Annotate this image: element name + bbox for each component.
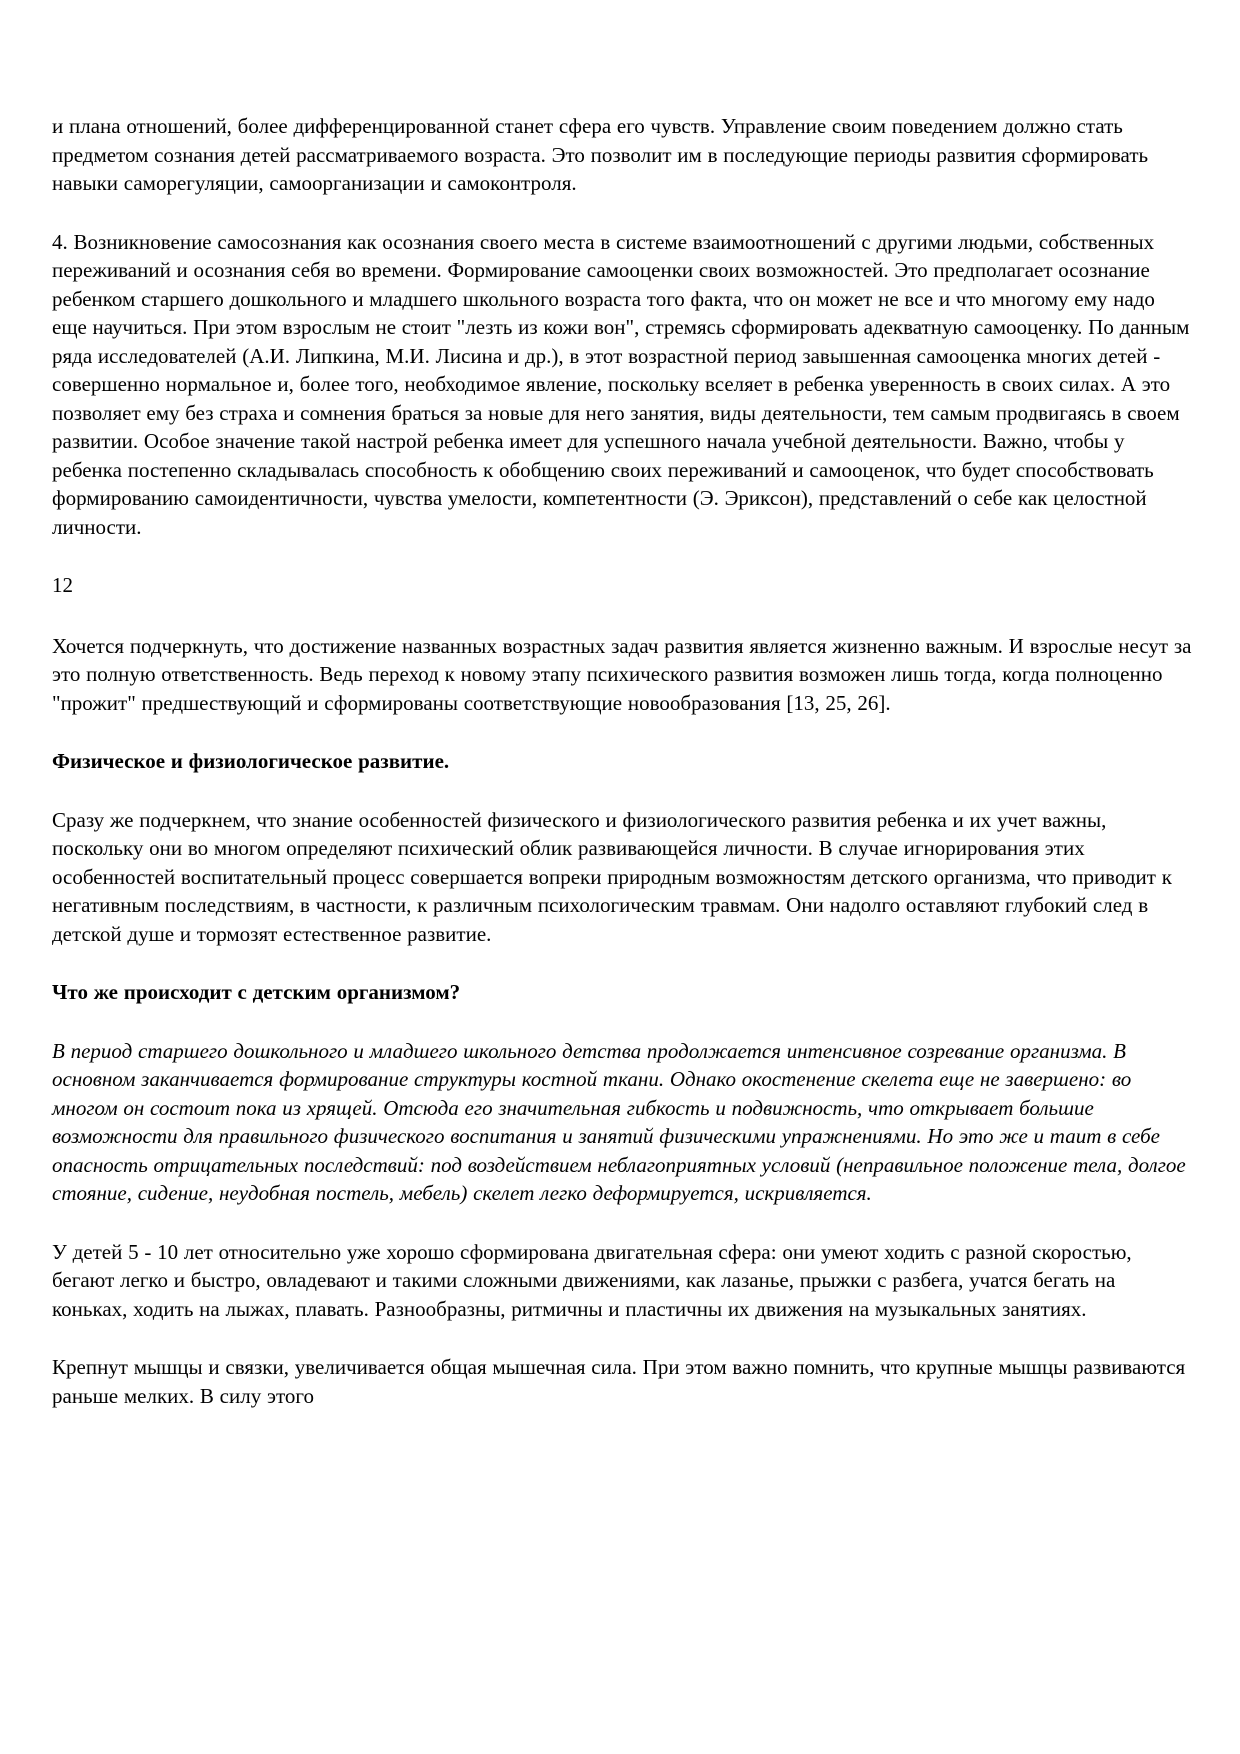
paragraph-muscles: Крепнут мышцы и связки, увеличивается общая мышечная сила. При этом важно помнить, что крупные мышцы развиваются раньше мелких. В силу этого: [52, 1355, 1186, 1408]
page-number: 12: [52, 573, 73, 597]
paragraph-motor-sphere: У детей 5 - 10 лет относительно уже хорошо сформирована двигательная сфера: они умеют ходить с разной скоростью, бегают легко и быстро, овладевают и такими сложными движениями, как лазанье, прыжки с разбега, учатся бегать на коньках, ходить на лыжах, плавать. Разнообразны, ритмичны и пластичны их движения на музыкальных занятиях.: [52, 1239, 1132, 1321]
paragraph-self-awareness: 4. Возникновение самосознания как осознания своего места в системе взаимоотношений с другими людьми, собственных переживаний и осознания себя во времени. Формирование самооценки своих возможностей. Это предполагает осознание ребенком старшего дошкольного и младшего школьного возраста того факта, что он может не все и что многому ему надо еще научиться. При этом взрослым не стоит "лезть из кожи вон", стремясь сформировать адекватную самооценку. По данным ряда исследователей (А.И. Липкина, М.И. Лисина и др.), в этот возрастной период завышенная самооценка многих детей - совершенно нормальное и, более того, необходимое явление, поскольку вселяет в ребенка уверенность в своих силах. А это позволяет ему без страха и сомнения браться за новые для него занятия, виды деятельности, тем самым продвигаясь в своем развитии. Особое значение такой настрой ребенка имеет для успешного начала учебной деятельности. Важно, чтобы у ребенка постепенно складывалась способность к обобщению своих переживаний и самооценок, что будет способствовать формированию самоидентичности, чувства умелости, компетентности (Э. Эриксон), представлений о себе как целостной личности.: [52, 229, 1190, 539]
paragraph-age-tasks: Хочется подчеркнуть, что достижение названных возрастных задач развития является жизненно важным. И взрослые несут за это полную ответственность. Ведь переход к новому этапу психического развития возможен лишь тогда, когда полноценно "прожит" предшествующий и сформированы соответствующие новообразования [13, 25, 26].: [52, 633, 1192, 715]
paragraph-physical-importance: Сразу же подчеркнем, что знание особенностей физического и физиологического развития ребенка и их учет важны, поскольку они во многом определяют психический облик развивающейся личности. В случае игнорирования этих особенностей воспитательный процесс совершается вопреки природным возможностям детского организма, что приводит к негативным последствиям, в частности, к различным психологическим травмам. Они надолго оставляют глубокий след в детской душе и тормозят естественное развитие.: [52, 807, 1172, 946]
paragraph-skeleton-maturation: В период старшего дошкольного и младшего школьного детства продолжается интенсивное созревание организма. В основном заканчивается формирование структуры костной ткани. Однако окостенение скелета еще не завершено: во многом он состоит пока из хрящей. Отсюда его значительная гибкость и подвижность, что открывает большие возможности для правильного физического воспитания и занятий физическими упражнениями. Но это же и таит в себе опасность отрицательных последствий: под воздействием неблагоприятных условий (неправильное положение тела, долгое стояние, сидение, неудобная постель, мебель) скелет легко деформируется, искривляется.: [52, 1038, 1186, 1205]
section-heading-physical-development: Физическое и физиологическое развитие.: [52, 749, 450, 773]
section-heading-child-organism-question: Что же происходит с детским организмом?: [52, 980, 461, 1004]
paragraph-continuation: и плана отношений, более дифференцированной станет сфера его чувств. Управление своим поведением должно стать предметом сознания детей рассматриваемого возраста. Это позволит им в последующие периоды развития сформировать навыки саморегуляции, самоорганизации и самоконтроля.: [52, 114, 1149, 195]
